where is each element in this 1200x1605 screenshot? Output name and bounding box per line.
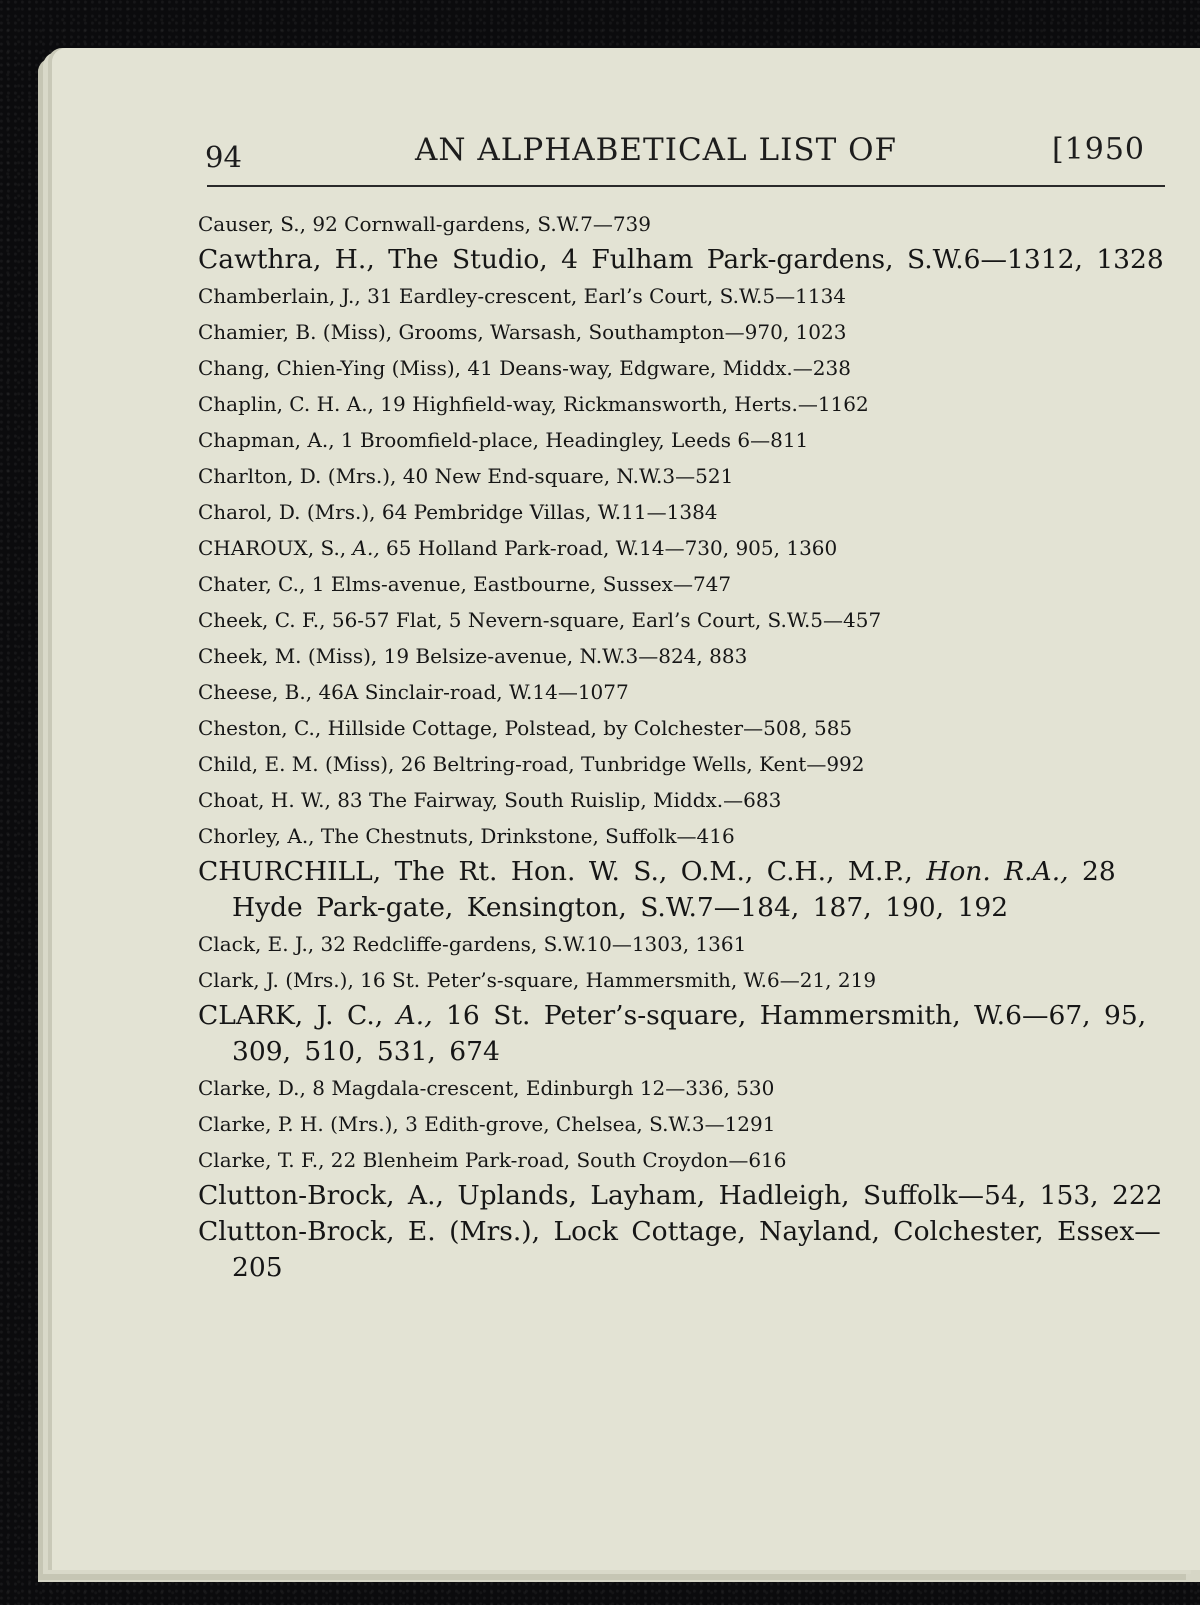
header-year: [1950: [1051, 132, 1145, 167]
running-title: AN ALPHABETICAL LIST OF: [415, 132, 898, 168]
list-entry: Chamberlain, J., 31 Eardley-crescent, Earl’s Court, S.W.5—1134: [198, 284, 847, 308]
list-entry: Clark, J. (Mrs.), 16 St. Peter’s-square, Hammersmith, W.6—21, 219: [198, 968, 877, 992]
list-entry: Charol, D. (Mrs.), 64 Pembridge Villas, W.11—1384: [198, 500, 718, 524]
list-entry: Cheese, B., 46A Sinclair-road, W.14—1077: [198, 680, 629, 704]
running-header: [205, 132, 1165, 182]
list-entry: Clarke, D., 8 Magdala-crescent, Edinburgh 12—336, 530: [198, 1076, 775, 1100]
list-entry: CHAROUX, S., A., 65 Holland Park-road, W.14—730, 905, 1360: [198, 536, 838, 560]
list-entry: Chaplin, C. H. A., 19 Highfield-way, Rickmansworth, Herts.—1162: [198, 392, 869, 416]
list-entry: Clarke, P. H. (Mrs.), 3 Edith-grove, Chelsea, S.W.3—1291: [198, 1112, 776, 1136]
list-entry: Chapman, A., 1 Broomfield-place, Headingley, Leeds 6—811: [198, 428, 809, 452]
list-entry: Cheston, C., Hillside Cottage, Polstead, by Colchester—508, 585: [198, 716, 853, 740]
list-entry: CHURCHILL, The Rt. Hon. W. S., O.M., C.H., M.P., Hon. R.A., 28 Hyde Park-gate, Kensington, S.W.7—184, 187, 190, 192: [198, 856, 1116, 923]
list-entry: Clack, E. J., 32 Redcliffe-gardens, S.W.10—1303, 1361: [198, 932, 747, 956]
list-entry: CLARK, J. C., A., 16 St. Peter’s-square, Hammersmith, W.6—67, 95, 309, 510, 531, 674: [198, 1000, 1147, 1067]
list-entry: Cheek, C. F., 56-57 Flat, 5 Nevern-square, Earl’s Court, S.W.5—457: [198, 608, 882, 632]
page-number: 94: [205, 140, 242, 174]
list-entry: Cheek, M. (Miss), 19 Belsize-avenue, N.W.3—824, 883: [198, 644, 748, 668]
list-entry: Causer, S., 92 Cornwall-gardens, S.W.7—739: [198, 212, 652, 236]
list-entry: Clutton-Brock, A., Uplands, Layham, Hadleigh, Suffolk—54, 153, 222: [198, 1180, 1163, 1211]
list-entry: Chang, Chien-Ying (Miss), 41 Deans-way, Edgware, Middx.—238: [198, 356, 851, 380]
list-entry: Charlton, D. (Mrs.), 40 New End-square, N.W.3—521: [198, 464, 734, 488]
list-entry: Chater, C., 1 Elms-avenue, Eastbourne, Sussex—747: [198, 572, 732, 596]
list-entry: Clutton-Brock, E. (Mrs.), Lock Cottage, Nayland, Colchester, Essex—205: [198, 1216, 1161, 1283]
entry-list: [198, 206, 1178, 1286]
list-entry: Chamier, B. (Miss), Grooms, Warsash, Southampton—970, 1023: [198, 320, 847, 344]
list-entry: Clarke, T. F., 22 Blenheim Park-road, South Croydon—616: [198, 1148, 787, 1172]
header-rule: [207, 185, 1165, 187]
list-entry: Choat, H. W., 83 The Fairway, South Ruislip, Middx.—683: [198, 788, 782, 812]
list-entry: Cawthra, H., The Studio, 4 Fulham Park-gardens, S.W.6—1312, 1328: [198, 244, 1164, 275]
list-entry: Chorley, A., The Chestnuts, Drinkstone, Suffolk—416: [198, 824, 735, 848]
list-entry: Child, E. M. (Miss), 26 Beltring-road, Tunbridge Wells, Kent—992: [198, 752, 865, 776]
